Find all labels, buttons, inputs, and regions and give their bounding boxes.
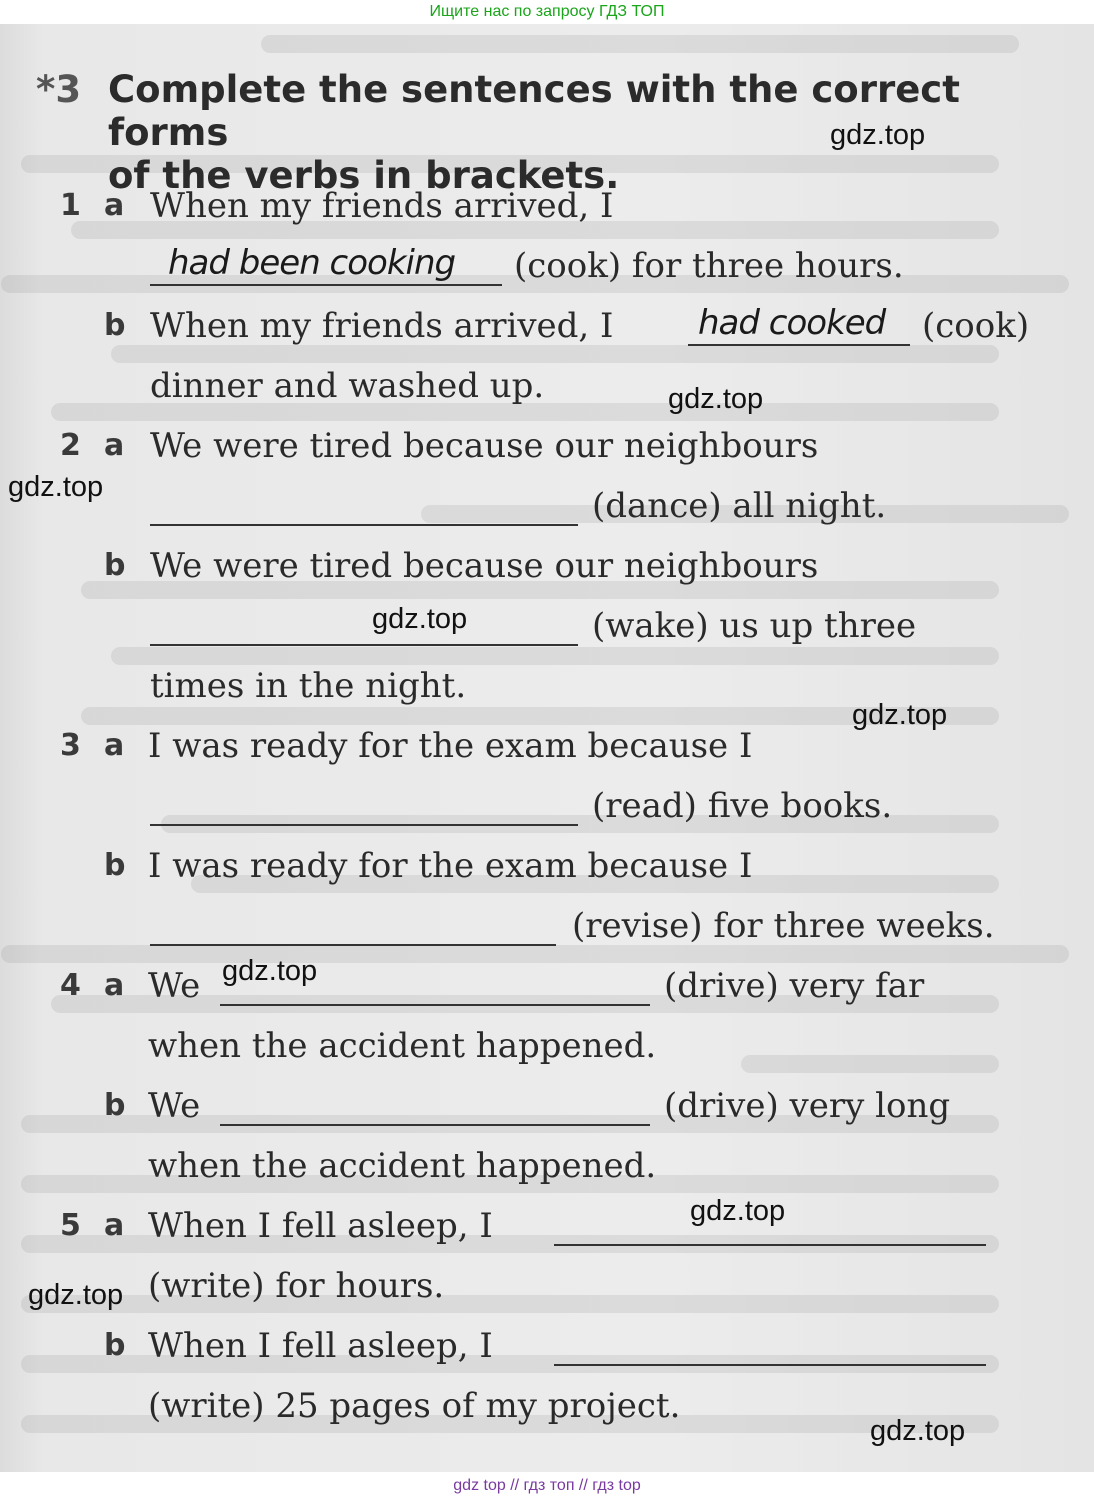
- item-2b-line-2: [0, 596, 1094, 656]
- sentence-text: When my friends arrived, I: [150, 186, 614, 226]
- watermark: gdz.top: [372, 603, 468, 635]
- item-letter: a: [104, 188, 125, 223]
- sentence-text: (cook) for three hours.: [514, 246, 904, 286]
- item-4a-line-1: [0, 956, 1094, 1016]
- sentence-text: When I fell asleep, I: [148, 1206, 493, 1246]
- textbook-page: [0, 24, 1094, 1472]
- sentence-text: We: [148, 1086, 201, 1126]
- sentence-text: I was ready for the exam because I: [148, 846, 753, 886]
- sentence-text: (wake) us up three: [592, 606, 917, 646]
- item-letter: b: [104, 548, 126, 583]
- sentence-text: (dance) all night.: [592, 486, 887, 526]
- item-1a-line-2: [0, 236, 1094, 296]
- item-4b-line-2: [0, 1136, 1094, 1196]
- watermark: gdz.top: [28, 1279, 124, 1311]
- item-letter: b: [104, 1328, 126, 1363]
- item-5b-line-1: [0, 1316, 1094, 1376]
- sentence-text: We were tired because our neighbours: [150, 426, 819, 466]
- item-number: 5: [60, 1208, 81, 1243]
- item-number: 1: [60, 188, 81, 223]
- answer-blank[interactable]: [554, 1318, 986, 1366]
- handwritten-answer: had cooked: [698, 303, 886, 343]
- item-number: 4: [60, 968, 81, 1003]
- exercise-number: *3: [36, 68, 82, 111]
- answer-blank[interactable]: [220, 1078, 650, 1126]
- sentence-text: When my friends arrived, I: [150, 306, 614, 346]
- sentence-text: (write) 25 pages of my project.: [148, 1386, 681, 1426]
- sentence-text: (write) for hours.: [148, 1266, 445, 1306]
- watermark: gdz.top: [690, 1195, 786, 1227]
- handwritten-answer: had been cooking: [168, 243, 456, 283]
- item-letter: a: [104, 1208, 125, 1243]
- item-letter: b: [104, 848, 126, 883]
- item-3b-line-1: [0, 836, 1094, 896]
- watermark: gdz.top: [870, 1415, 966, 1447]
- sentence-text: (cook): [922, 306, 1030, 346]
- sentence-text: When I fell asleep, I: [148, 1326, 493, 1366]
- item-3a-line-2: [0, 776, 1094, 836]
- sentence-text: when the accident happened.: [148, 1026, 657, 1066]
- sentence-text: when the accident happened.: [148, 1146, 657, 1186]
- footer-links[interactable]: gdz top // гдз топ // гдз top: [0, 1472, 1094, 1499]
- instruction-line-2: of the verbs in brackets.: [108, 154, 620, 197]
- item-letter: a: [104, 428, 125, 463]
- sentence-text: I was ready for the exam because I: [148, 726, 753, 766]
- sentence-text: (revise) for three weeks.: [572, 906, 995, 946]
- sentence-text: We: [148, 966, 201, 1006]
- item-1b-line-1: [0, 296, 1094, 356]
- sentence-text: (read) five books.: [592, 786, 893, 826]
- item-1b-line-2: [0, 356, 1094, 416]
- item-1a-line-1: [0, 176, 1094, 236]
- item-5a-line-2: [0, 1256, 1094, 1316]
- item-5a-line-1: [0, 1196, 1094, 1256]
- item-number: 2: [60, 428, 81, 463]
- watermark: gdz.top: [830, 119, 926, 151]
- instruction-line-1: Complete the sentences with the correct forms: [108, 68, 960, 154]
- sentence-text: dinner and washed up.: [150, 366, 545, 406]
- item-2a-line-1: [0, 416, 1094, 476]
- answer-blank[interactable]: [150, 898, 556, 946]
- item-4a-line-2: [0, 1016, 1094, 1076]
- item-letter: a: [104, 728, 125, 763]
- watermark: gdz.top: [668, 383, 764, 415]
- watermark: gdz.top: [222, 955, 318, 987]
- item-2b-line-1: [0, 536, 1094, 596]
- item-2a-line-2: [0, 476, 1094, 536]
- sentence-text: times in the night.: [150, 666, 467, 706]
- item-3b-line-2: [0, 896, 1094, 956]
- item-letter: b: [104, 1088, 126, 1123]
- answer-blank[interactable]: [150, 598, 578, 646]
- sentence-text: (drive) very long: [664, 1086, 951, 1126]
- item-letter: b: [104, 308, 126, 343]
- sentence-text: We were tired because our neighbours: [150, 546, 819, 586]
- item-letter: a: [104, 968, 125, 1003]
- answer-blank[interactable]: [150, 478, 578, 526]
- sentence-text: (drive) very far: [664, 966, 925, 1006]
- item-number: 3: [60, 728, 81, 763]
- search-hint-banner[interactable]: Ищите нас по запросу ГДЗ ТОП: [0, 0, 1094, 24]
- answer-blank[interactable]: [150, 778, 578, 826]
- watermark: gdz.top: [8, 471, 104, 503]
- item-4b-line-1: [0, 1076, 1094, 1136]
- watermark: gdz.top: [852, 699, 948, 731]
